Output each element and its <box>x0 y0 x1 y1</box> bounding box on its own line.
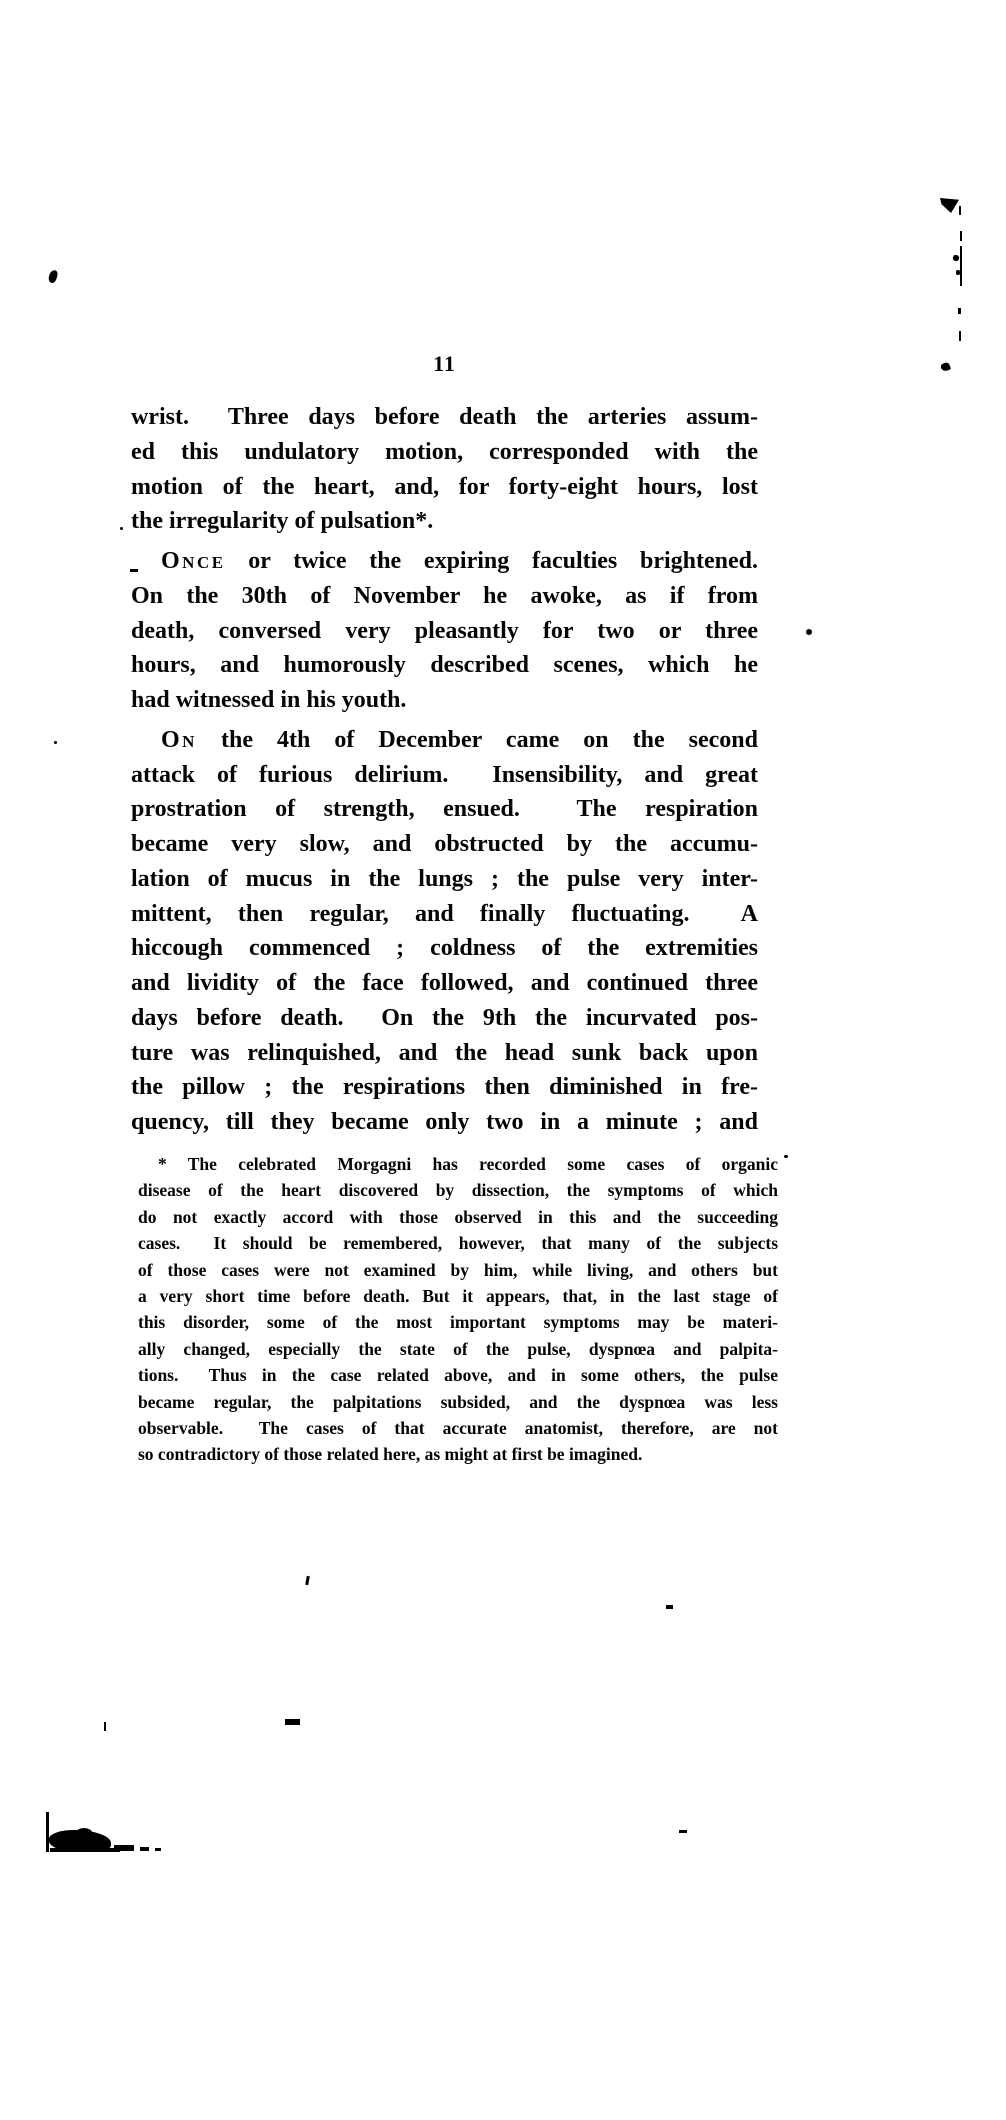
footnote-line: became regular, the palpitations subsided, and the dyspnœa was less <box>138 1391 778 1412</box>
ink-mark <box>305 1576 310 1585</box>
margin-scan-mark <box>952 254 960 262</box>
text-line <box>131 723 758 758</box>
ink-mark <box>666 1605 673 1609</box>
text-line: had witnessed in his youth. <box>131 687 407 713</box>
text-line: ture was relinquished, and the head sunk back upon <box>131 1039 758 1066</box>
footnote-line: of those cases were not examined by him, while living, and others but <box>138 1259 778 1280</box>
footnote-line: a very short time before death. But it appears, that, in the last stage of <box>138 1286 778 1307</box>
text-line: the irregularity of pulsation*. <box>131 508 434 535</box>
text-line: and lividity of the face followed, and continued three <box>131 970 758 996</box>
footnote-line: this disorder, some of the most important symptoms may be materi- <box>138 1312 778 1333</box>
margin-scan-mark <box>960 246 962 286</box>
text-line: motion of the heart, and, for forty-eight hours, lost <box>131 473 758 500</box>
margin-scan-mark <box>958 308 961 314</box>
body-text <box>131 400 758 1140</box>
margin-scan-mark <box>940 362 951 373</box>
text-line: became very slow, and obstructed by the accumu- <box>131 831 758 857</box>
text-line: hours, and humorously described scenes, which he <box>131 652 758 679</box>
small-caps-word: On <box>161 726 197 753</box>
ink-dot <box>784 1155 788 1158</box>
ink-mark <box>48 269 59 284</box>
ink-smudge <box>155 1848 161 1851</box>
text-line: attack of furious delirium. Insensibility, and great <box>131 761 758 788</box>
footnote-line: cases. It should be remembered, however, that many of the subjects <box>138 1233 778 1254</box>
footnote <box>138 1151 778 1468</box>
paragraph-3 <box>131 723 758 1140</box>
text-line <box>131 544 758 579</box>
ink-mark <box>104 1722 106 1731</box>
ink-mark <box>679 1830 687 1833</box>
ink-mark <box>940 198 959 213</box>
footnote-line: tions. Thus in the case related above, and in some others, the pulse <box>138 1365 778 1386</box>
footnote-line: disease of the heart discovered by dissection, the symptoms of which <box>138 1180 778 1201</box>
text-line: quency, till they became only two in a minute ; and <box>131 1109 758 1135</box>
paragraph-2 <box>131 544 758 718</box>
ink-mark <box>285 1719 300 1725</box>
margin-scan-mark <box>960 231 962 241</box>
footnote-line: do not exactly accord with those observed in this and the succeeding <box>138 1206 778 1227</box>
footnote-line: observable. The cases of that accurate anatomist, therefore, are not <box>138 1418 778 1439</box>
text-line: wrist. Three days before death the arteries assum- <box>131 404 758 430</box>
text-line: death, conversed very pleasantly for two or three <box>131 617 758 644</box>
text-line: the pillow ; the respirations then diminished in fre- <box>131 1074 758 1101</box>
margin-scan-mark <box>956 270 960 275</box>
footnote-line: ally changed, especially the state of the pulse, dyspnœa and palpita- <box>138 1338 778 1359</box>
ink-mark <box>130 569 138 572</box>
margin-scan-mark <box>959 206 961 215</box>
paragraph-1 <box>131 400 758 539</box>
lead-line-rest: the 4th of December came on the second <box>196 726 758 753</box>
small-caps-word: Once <box>161 548 226 574</box>
ink-smudge <box>114 1845 134 1851</box>
ink-smudge <box>76 1828 92 1837</box>
text-line: ed this undulatory motion, corresponded with the <box>131 438 758 465</box>
text-line: mittent, then regular, and finally fluctuating. A <box>131 900 758 927</box>
text-line: days before death. On the 9th the incurvated pos- <box>131 1004 758 1031</box>
footnote-line: * The celebrated Morgagni has recorded some cases of organic <box>158 1154 778 1174</box>
ink-smudge <box>50 1848 120 1852</box>
text-line: lation of mucus in the lungs ; the pulse very inter- <box>131 865 758 892</box>
footnote-line: so contradictory of those related here, as might at first be imagined. <box>138 1444 643 1465</box>
text-line: prostration of strength, ensued. The respiration <box>131 796 758 823</box>
page-number: 11 <box>433 351 456 376</box>
ink-smudge <box>140 1847 149 1851</box>
ink-smudge <box>46 1812 49 1852</box>
ink-dot <box>54 741 57 744</box>
text-line: hiccough commenced ; coldness of the extremities <box>131 935 758 962</box>
lead-line-rest: or twice the expiring faculties brightened. <box>225 548 758 574</box>
ink-dot <box>120 527 123 530</box>
ink-dot <box>806 629 812 635</box>
margin-scan-mark <box>959 331 961 341</box>
text-line: On the 30th of November he awoke, as if from <box>131 582 758 609</box>
